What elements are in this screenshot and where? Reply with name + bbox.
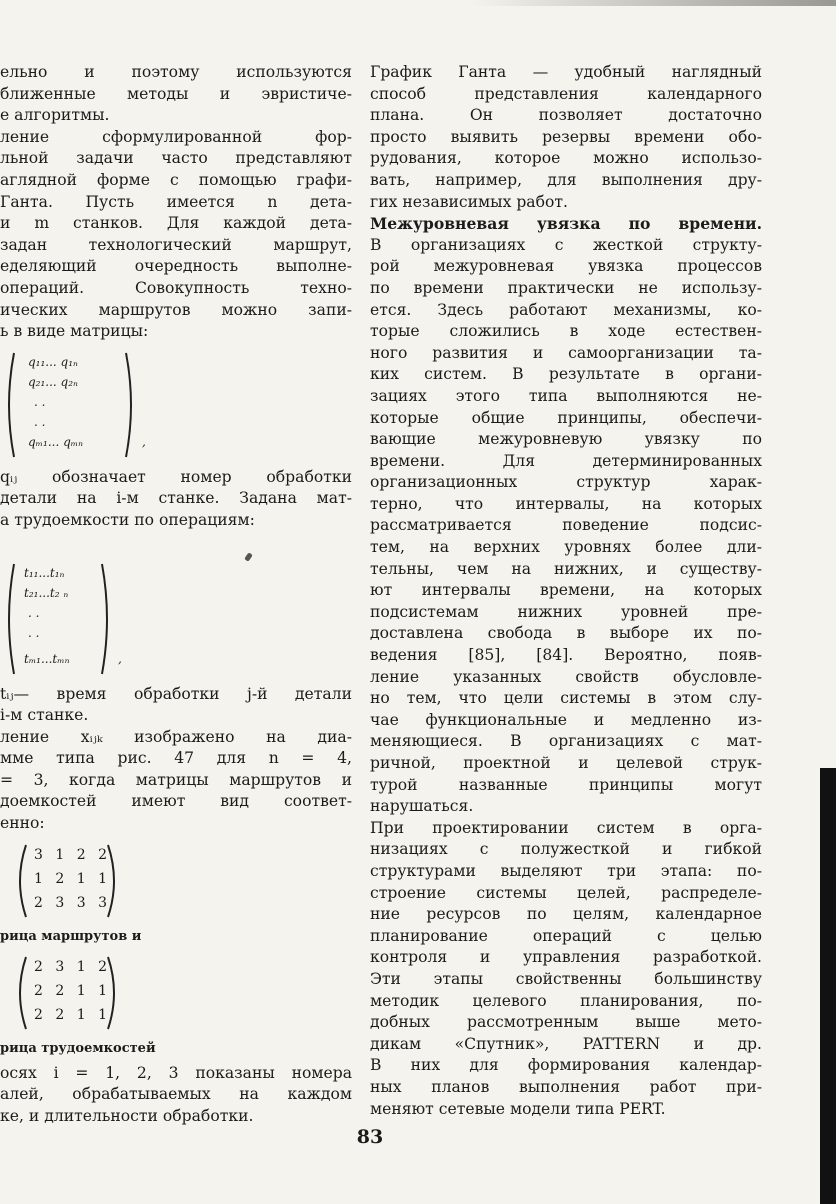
text-line: добных рассмотренным выше мето- <box>370 1013 762 1032</box>
right-paragraph-2 <box>370 235 762 818</box>
text-line: доставлена свобода в выборе их по- <box>370 624 762 643</box>
text-line: детали на i-м станке. Задана мат- <box>0 489 352 508</box>
matrix-t-row: . . <box>28 625 40 640</box>
text-line: ричной, проектной и целевой струк- <box>370 754 762 772</box>
text-line: аглядной форме с помощью графи- <box>0 170 352 189</box>
text-line: рассматривается поведение подсис- <box>370 516 762 535</box>
matrix-routes-row: 1 2 1 1 <box>34 870 111 887</box>
text-line: осях i = 1, 2, 3 показаны номера <box>0 1063 352 1082</box>
matrix-routes-row: 2 3 3 3 <box>34 894 111 911</box>
text-line: Ганта. Пусть имеется n дета- <box>0 192 352 211</box>
matrix-labor <box>0 953 352 1033</box>
matrix-routes-row: 3 1 2 2 <box>34 846 111 863</box>
scan-binding-shadow <box>820 768 836 1204</box>
text-line: тельны, чем на нижних, и существу- <box>370 559 762 578</box>
matrix-q <box>0 349 352 461</box>
text-line: ных планов выполнения работ при- <box>370 1077 762 1096</box>
matrix-routes <box>0 841 352 921</box>
text-line: При проектировании систем в орга- <box>370 818 762 837</box>
text-line: меняющиеся. В организациях с мат- <box>370 732 762 751</box>
left-paragraph-5 <box>0 727 352 835</box>
text-line: по времени практически не использу- <box>370 278 762 297</box>
text-line: qᵢⱼ обозначает номер обработки <box>0 467 352 486</box>
text-line: тем, на верхних уровнях более дли- <box>370 538 762 557</box>
text-line: планирование операций с целью <box>370 926 762 945</box>
left-paragraph-6 <box>0 1063 352 1128</box>
left-column <box>0 62 352 1127</box>
text-line: ление сформулированной фор- <box>0 127 352 146</box>
text-line: ют интервалы времени, на которых <box>370 581 762 600</box>
matrix-labor-row: 2 2 1 1 <box>34 1006 111 1023</box>
matrix-routes-caption: рица маршрутов и <box>0 928 142 944</box>
text-line: В них для формирования календар- <box>370 1056 762 1075</box>
text-line: еделяющий очередность выполне- <box>0 257 352 276</box>
left-paragraph-2 <box>0 127 352 343</box>
text-line: ление указанных свойств обусловле- <box>370 667 762 686</box>
text-line: льной задачи часто представляют <box>0 149 352 168</box>
text-line: способ представления календарного <box>370 84 762 103</box>
text-line: мме типа рис. 47 для n = 4, <box>0 749 352 768</box>
text-line: ного развития и самоорганизации та- <box>370 343 762 362</box>
text-line: рой межуровневая увязка процессов <box>370 257 762 276</box>
text-line: В организациях с жесткой структу- <box>370 235 762 254</box>
text-line: дикам «Спутник», PATTERN и др. <box>370 1034 762 1053</box>
text-line: зациях этого типа выполняются не- <box>370 386 762 405</box>
text-line: операций. Совокупность техно- <box>0 278 352 297</box>
right-paragraph-1 <box>370 62 762 213</box>
matrix-q-row: q₂₁... q₂ₙ <box>28 374 78 389</box>
page-number: 83 <box>356 1126 384 1148</box>
right-paragraph-3 <box>370 818 762 1120</box>
text-line: времени. Для детерминированных <box>370 451 762 470</box>
left-paragraph-3 <box>0 467 352 532</box>
text-line: = 3, когда матрицы маршрутов и <box>0 770 352 789</box>
text-line: вающие межуровневую увязку по <box>370 430 762 449</box>
text-line: ление xᵢⱼₖ изображено на диа- <box>0 727 352 746</box>
text-line: строение системы целей, распределе- <box>370 883 762 902</box>
text-line: турой названные принципы могут <box>370 775 762 794</box>
matrix-t-suffix: , <box>118 651 122 666</box>
text-line: организационных структур харак- <box>370 473 762 492</box>
text-line: рудования, которое можно использо- <box>370 149 762 168</box>
text-line: низациях с полужесткой и гибкой <box>370 840 762 859</box>
text-line: вать, например, для выполнения дру- <box>370 170 762 189</box>
text-line: ических маршрутов можно запи- <box>0 300 352 319</box>
matrix-labor-row: 2 2 1 1 <box>34 982 111 999</box>
matrix-t <box>0 560 352 678</box>
text-line: но тем, что цели системы в этом слу- <box>370 689 762 708</box>
left-paragraph-4 <box>0 684 352 727</box>
text-line: чае функциональные и медленно из- <box>370 710 762 729</box>
text-line: нарушаться. <box>370 797 474 816</box>
text-line: структурами выделяют три этапа: по- <box>370 861 762 880</box>
text-line: енно: <box>0 814 45 833</box>
text-line: просто выявить резервы времени обо- <box>370 127 762 146</box>
text-line: ведения [85], [84]. Вероятно, появ- <box>370 646 762 665</box>
text-line: График Ганта — удобный наглядный <box>370 63 762 81</box>
text-line: меняют сетевые модели типа PERT. <box>370 1099 666 1118</box>
section-heading: Межуровневая увязка по времени. <box>370 214 762 234</box>
text-line: ется. Здесь работают механизмы, ко- <box>370 300 762 319</box>
text-line: и m станков. Для каждой дета- <box>0 214 352 233</box>
matrix-t-row: t₂₁...t₂ ₙ <box>24 585 69 600</box>
text-line: задан технологический маршрут, <box>0 235 352 254</box>
text-line: Эти этапы свойственны большинству <box>370 969 762 988</box>
matrix-q-row: . . <box>34 414 46 429</box>
text-line: плана. Он позволяет достаточно <box>370 106 762 125</box>
text-line: i-м станке. <box>0 706 89 725</box>
matrix-q-suffix: , <box>142 434 146 449</box>
text-line: е алгоритмы. <box>0 106 110 125</box>
text-line: которые общие принципы, обеспечи- <box>370 408 762 427</box>
text-line: терно, что интервалы, на которых <box>370 494 762 513</box>
matrix-q-row: qₘ₁... qₘₙ <box>28 434 84 449</box>
matrix-q-row: . . <box>34 394 46 409</box>
text-line: методик целевого планирования, по- <box>370 991 762 1010</box>
text-line: алей, обрабатываемых на каждом <box>0 1085 352 1104</box>
matrix-t-row: tₘ₁...tₘₙ <box>24 651 70 666</box>
text-line: торые сложились в ходе естествен- <box>370 322 762 341</box>
text-line: а трудоемкости по операциям: <box>0 510 255 529</box>
text-line: ние ресурсов по целям, календарное <box>370 905 762 924</box>
text-line: tᵢⱼ— время обработки j-й детали <box>0 684 352 703</box>
text-line: ближенные методы и эвристиче- <box>0 84 352 103</box>
left-paragraph-1 <box>0 62 352 127</box>
text-line: ких систем. В результате в органи- <box>370 365 762 384</box>
right-column <box>370 62 762 1120</box>
text-line: подсистемам нижних уровней пре- <box>370 602 762 621</box>
text-line: ь в виде матрицы: <box>0 322 149 341</box>
text-line: доемкостей имеют вид соответ- <box>0 792 352 811</box>
text-line: ке, и длительности обработки. <box>0 1106 254 1125</box>
text-line: гих независимых работ. <box>370 192 568 211</box>
matrix-labor-caption: рица трудоемкостей <box>0 1040 156 1056</box>
scan-edge-shadow <box>470 0 836 6</box>
matrix-t-row: t₁₁...t₁ₙ <box>24 565 65 580</box>
text-line: контроля и управления разработкой. <box>370 948 762 967</box>
text-line: ельно и поэтому используются <box>0 63 352 81</box>
matrix-labor-row: 2 3 1 2 <box>34 958 111 975</box>
matrix-t-row: . . <box>28 605 40 620</box>
matrix-q-row: q₁₁... q₁ₙ <box>28 354 78 369</box>
